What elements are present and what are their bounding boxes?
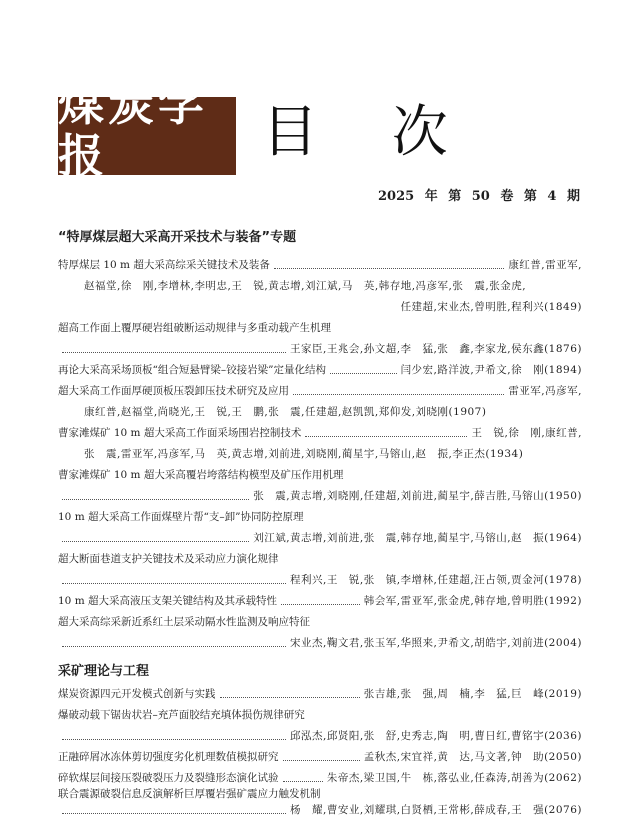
- issue-info: 2025 年 第 50 卷 第 4 期: [378, 189, 580, 204]
- article-title: 正融碎屑冰冻体剪切强度劣化机理数值模拟研究: [58, 751, 279, 763]
- toc-entry-line: [84, 444, 582, 464]
- leader-dots: [281, 604, 360, 605]
- leader-dots: [62, 739, 286, 740]
- toc-entry-line: [58, 486, 582, 506]
- toc-entry-line: [84, 402, 582, 422]
- article-authors: 康红普,雷亚军,: [508, 259, 582, 271]
- article-title: 10 m 超大采高液压支架关键结构及其承载特性: [58, 595, 277, 607]
- article-authors: 任建超,宋业杰,曾明胜,程利兴(1849): [400, 301, 582, 313]
- toc-entry-line: [84, 276, 582, 296]
- page-title: 目 次: [262, 100, 476, 165]
- article-title: 超大采高综采新近系红土层采动隔水性监测及响应特征: [58, 616, 310, 628]
- article-title: 曹家滩煤矿 10 m 超大采高工作面采场围岩控制技术: [58, 427, 302, 439]
- leader-dots: [62, 352, 286, 353]
- article-title: 再论大采高采场顶板“组合短悬臂梁–铰接岩梁”定量化结构: [58, 364, 326, 376]
- article-title: 超大断面巷道支护关键技术及采动应力演化规律: [58, 553, 279, 565]
- toc-entry-line[interactable]: [58, 255, 582, 275]
- leader-dots: [62, 646, 286, 647]
- article-authors: 孟秋杰,宋宜祥,黄 达,马文著,钟 助(2050): [363, 751, 582, 763]
- section-title-special-topic: “特厚煤层超大采高开采技术与装备”专题: [58, 230, 297, 245]
- toc-entry-line[interactable]: [58, 360, 582, 380]
- article-title: 特厚煤层 10 m 超大采高综采关键技术及装备: [58, 259, 270, 271]
- article-authors: 王家臣,王兆会,孙文超,李 猛,张 鑫,李家龙,侯东鑫(1876): [290, 343, 582, 355]
- leader-dots: [283, 781, 323, 782]
- article-title: 爆破动载下锯齿状岩–充芦面胶结充填体损伤规律研究: [58, 709, 305, 721]
- article-title: 联合震源破裂信息反演解析巨厚覆岩强矿震应力触发机制: [58, 788, 321, 800]
- leader-dots: [330, 373, 397, 374]
- leader-dots: [62, 813, 286, 814]
- article-authors: 雷亚军,冯彦军,: [508, 385, 582, 397]
- article-authors: 韩会军,雷亚军,张金虎,韩存地,曾明胜(1992): [363, 595, 582, 607]
- article-title: 10 m 超大采高工作面煤壁片帮“支–卸”协同防控原理: [58, 511, 304, 523]
- article-authors: 邱泓杰,邱贤阳,张 舒,史秀志,陶 明,曹日红,曹铭宇(2036): [290, 730, 582, 742]
- toc-entry-line[interactable]: [58, 318, 582, 338]
- leader-dots: [305, 436, 467, 437]
- article-authors: 赵福堂,徐 刚,李增林,李明忠,王 锐,黄志增,刘江斌,马 英,韩存地,冯彦军,张 震,张金虎,: [84, 280, 527, 292]
- toc-entry-line: [58, 339, 582, 359]
- leader-dots: [274, 268, 504, 269]
- article-title: 超大采高工作面厚硬顶板压裂卸压技术研究及应用: [58, 385, 289, 397]
- article-authors: 闫少宏,路洋波,尹希文,徐 刚(1894): [400, 364, 582, 376]
- section-title-mining-theory: 采矿理论与工程: [58, 664, 150, 679]
- toc-entry-line[interactable]: [58, 423, 582, 443]
- toc-entry-line: [58, 528, 582, 548]
- toc-entry-line[interactable]: [58, 549, 582, 569]
- article-authors: 杨 耀,曹安业,刘耀琪,白贤栖,王常彬,薛成春,王 强(2076): [290, 804, 582, 816]
- article-authors: 刘江斌,黄志增,刘前进,张 震,韩存地,蔺星宇,马镕山,赵 振(1964): [253, 532, 582, 544]
- article-authors: 康红普,赵福堂,尚晓光,王 锐,王 鹏,张 震,任建超,赵凯凯,郑仰发,刘晓刚(1907): [84, 406, 487, 418]
- toc-entry-line[interactable]: [58, 507, 582, 527]
- article-authors: 宋业杰,鞠文君,张玉军,华照来,尹希文,胡皓宇,刘前进(2004): [290, 637, 582, 649]
- toc-entry-line[interactable]: [58, 591, 582, 611]
- article-title: 碎软煤层间接压裂破裂压力及裂缝形态演化试验: [58, 772, 279, 784]
- logo-chinese-title: 煤炭学报: [58, 77, 208, 183]
- article-title: 煤炭资源四元开发模式创新与实践: [58, 688, 216, 700]
- leader-dots: [62, 499, 249, 500]
- article-title: 曹家滩煤矿 10 m 超大采高覆岩垮落结构模型及矿压作用机理: [58, 469, 344, 481]
- article-authors: 程利兴,王 锐,张 镇,李增林,任建超,汪占领,贾金河(1978): [290, 574, 582, 586]
- leader-dots: [62, 583, 286, 584]
- article-authors: 张 震,黄志增,刘晓刚,任建超,刘前进,蔺星宇,薛吉胜,马镕山(1950): [253, 490, 582, 502]
- toc-entry-line[interactable]: [58, 747, 582, 767]
- toc-entry-line: [58, 570, 582, 590]
- toc-entry-line: [58, 297, 582, 317]
- toc-entry-line[interactable]: [58, 705, 582, 725]
- toc-entry-line[interactable]: [58, 381, 582, 401]
- toc-entry-line: [58, 800, 582, 819]
- toc-entry-line[interactable]: [58, 684, 582, 704]
- leader-dots: [293, 394, 504, 395]
- toc-entry-line: [58, 633, 582, 653]
- article-title: 超高工作面上覆厚硬岩组破断运动规律与多重动载产生机理: [58, 322, 331, 334]
- article-authors: 张吉雄,张 强,周 楠,李 猛,巨 峰(2019): [363, 688, 582, 700]
- toc-entry-line: [58, 726, 582, 746]
- logo-english-title: JOURNAL OF CHINA COAL SOCIETY: [62, 184, 232, 194]
- toc-entry-line[interactable]: [58, 465, 582, 485]
- toc-entry-line[interactable]: [58, 612, 582, 632]
- article-authors: 张 震,雷亚军,冯彦军,马 英,黄志增,刘前进,刘晓刚,蔺星宇,马镕山,赵 振,李正杰(1934): [84, 448, 524, 460]
- article-authors: 朱帝杰,梁卫国,牛 栋,落弘业,任森涛,胡善为(2062): [326, 772, 582, 784]
- article-authors: 王 锐,徐 刚,康红普,: [471, 427, 582, 439]
- leader-dots: [62, 541, 249, 542]
- journal-logo: [58, 77, 236, 194]
- leader-dots: [283, 760, 360, 761]
- leader-dots: [220, 697, 360, 698]
